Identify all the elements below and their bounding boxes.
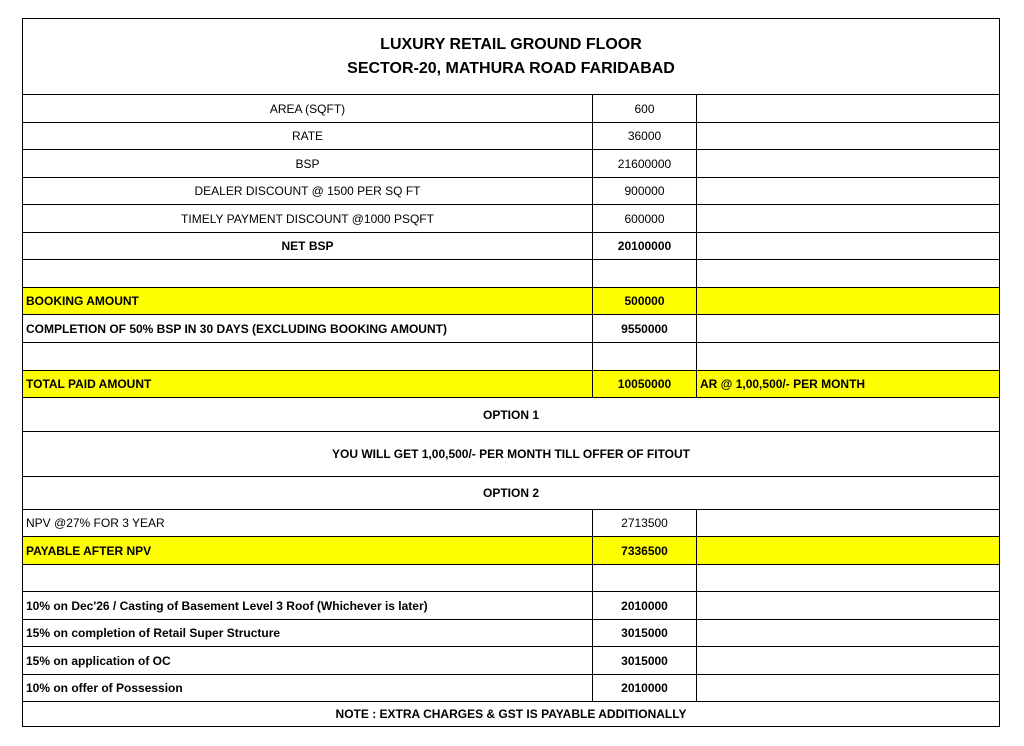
row-label: 15% on application of OC	[23, 647, 593, 674]
row-value: 500000	[593, 288, 697, 314]
row-label	[23, 343, 593, 370]
row-note	[23, 701, 999, 726]
row-value: 3015000	[593, 620, 697, 646]
row-label: COMPLETION OF 50% BSP IN 30 DAYS (EXCLUDING BOOKING AMOUNT)	[23, 315, 593, 342]
row-value: 900000	[593, 178, 697, 204]
row-value: 2010000	[593, 592, 697, 619]
row-rate	[23, 122, 999, 149]
row-total-paid	[23, 370, 999, 397]
row-extra	[697, 233, 999, 259]
sheet-title	[23, 19, 999, 94]
row-completion	[23, 314, 999, 342]
option-1-heading: OPTION 1	[482, 407, 539, 422]
row-payment-3	[23, 646, 999, 674]
title-line-1: LUXURY RETAIL GROUND FLOOR	[380, 35, 642, 53]
row-option-2	[23, 476, 999, 509]
row-label: NPV @27% FOR 3 YEAR	[23, 510, 593, 536]
row-extra	[697, 205, 999, 232]
row-payment-4	[23, 674, 999, 701]
row-value: 2010000	[593, 675, 697, 701]
row-label: BOOKING AMOUNT	[23, 288, 593, 314]
row-area	[23, 94, 999, 122]
row-extra	[697, 675, 999, 701]
row-extra	[697, 343, 999, 370]
row-value	[593, 260, 697, 287]
row-value: 36000	[593, 123, 697, 149]
row-value: 9550000	[593, 315, 697, 342]
row-extra	[697, 592, 999, 619]
row-dealer-discount	[23, 177, 999, 204]
row-option-1	[23, 397, 999, 431]
row-payment-1	[23, 591, 999, 619]
footer-note: NOTE : EXTRA CHARGES & GST IS PAYABLE ADDITIONALLY	[335, 707, 687, 721]
row-note: AR @ 1,00,500/- PER MONTH	[700, 377, 866, 391]
row-extra	[697, 288, 999, 314]
row-label: NET BSP	[23, 233, 593, 259]
row-bsp	[23, 149, 999, 177]
row-label: 10% on Dec'26 / Casting of Basement Level 3 Roof (Whichever is later)	[23, 592, 593, 619]
row-extra	[697, 150, 999, 177]
row-extra	[697, 620, 999, 646]
row-payment-2	[23, 619, 999, 646]
row-extra	[697, 95, 999, 122]
row-label: AREA (SQFT)	[23, 95, 593, 122]
row-label	[23, 260, 593, 287]
row-value: 20100000	[593, 233, 697, 259]
row-booking-amount	[23, 287, 999, 314]
option-1-text: YOU WILL GET 1,00,500/- PER MONTH TILL OFFER OF FITOUT	[331, 447, 691, 461]
row-value: 10050000	[593, 371, 697, 397]
row-label: PAYABLE AFTER NPV	[23, 537, 593, 564]
row-value	[593, 565, 697, 591]
row-extra	[697, 315, 999, 342]
row-label: 15% on completion of Retail Super Structure	[23, 620, 593, 646]
row-value: 21600000	[593, 150, 697, 177]
row-empty	[23, 259, 999, 287]
row-extra	[697, 260, 999, 287]
row-timely-discount	[23, 204, 999, 232]
row-value: 600000	[593, 205, 697, 232]
row-value: 7336500	[593, 537, 697, 564]
row-value: 3015000	[593, 647, 697, 674]
row-extra	[697, 123, 999, 149]
row-empty	[23, 564, 999, 591]
row-extra	[697, 647, 999, 674]
row-label: TIMELY PAYMENT DISCOUNT @1000 PSQFT	[23, 205, 593, 232]
row-extra	[697, 178, 999, 204]
row-value: 2713500	[593, 510, 697, 536]
row-value: 600	[593, 95, 697, 122]
row-npv	[23, 509, 999, 536]
row-extra	[697, 537, 999, 564]
price-sheet	[22, 18, 1000, 727]
row-empty	[23, 342, 999, 370]
row-extra	[697, 510, 999, 536]
title-line-2: SECTOR-20, MATHURA ROAD FARIDABAD	[347, 59, 675, 77]
row-label: DEALER DISCOUNT @ 1500 PER SQ FT	[23, 178, 593, 204]
row-option-1-text	[23, 431, 999, 476]
option-2-heading: OPTION 2	[482, 486, 539, 500]
row-label: 10% on offer of Possession	[23, 675, 593, 701]
row-payable-after-npv	[23, 536, 999, 564]
row-label	[23, 565, 593, 591]
row-net-bsp	[23, 232, 999, 259]
row-extra	[697, 565, 999, 591]
row-label: TOTAL PAID AMOUNT	[23, 371, 593, 397]
row-label: BSP	[23, 150, 593, 177]
row-value	[593, 343, 697, 370]
row-label: RATE	[23, 123, 593, 149]
